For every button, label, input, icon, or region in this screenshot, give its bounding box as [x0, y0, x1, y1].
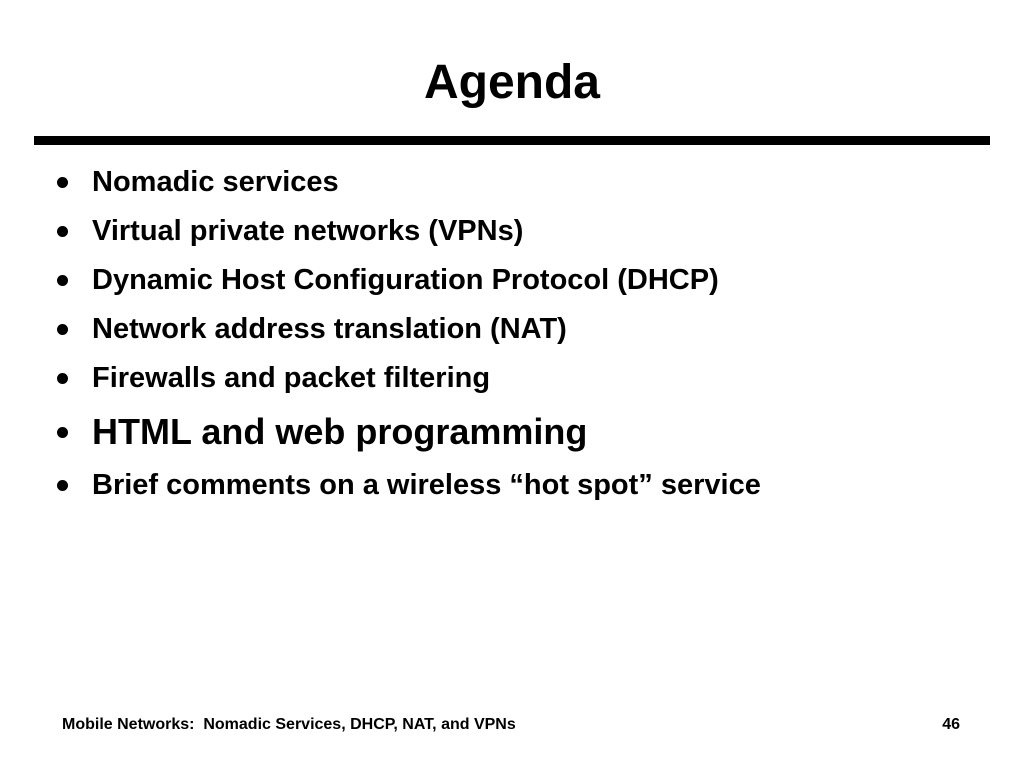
agenda-item: [0, 256, 1024, 305]
agenda-item: [0, 354, 1024, 403]
agenda-item: [0, 461, 1024, 510]
agenda-list: [0, 158, 1024, 510]
agenda-item-text: Dynamic Host Configuration Protocol (DHCP): [92, 264, 719, 296]
page-number: 46: [942, 716, 960, 733]
agenda-item: [0, 207, 1024, 256]
slide-title: Agenda: [423, 56, 600, 109]
agenda-item: [0, 158, 1024, 207]
bullet-icon: [56, 207, 68, 256]
bullet-icon: [56, 256, 68, 305]
bullet-icon: [56, 354, 68, 403]
bullet-icon: [56, 158, 68, 207]
agenda-item-text: Network address translation (NAT): [92, 313, 567, 345]
agenda-item-text: Brief comments on a wireless “hot spot” service: [92, 469, 761, 501]
agenda-item-text: Nomadic services: [92, 166, 339, 198]
agenda-item: [0, 305, 1024, 354]
bullet-icon: [56, 403, 68, 461]
slide-footer: Mobile Networks: Nomadic Services, DHCP, NAT, and VPNs: [62, 716, 516, 733]
title-divider: [34, 136, 990, 145]
agenda-item: [0, 403, 1024, 461]
agenda-item-text: HTML and web programming: [92, 411, 588, 452]
bullet-icon: [56, 305, 68, 354]
bullet-icon: [56, 461, 68, 510]
agenda-item-text: Virtual private networks (VPNs): [92, 215, 524, 247]
agenda-item-text: Firewalls and packet filtering: [92, 362, 491, 394]
